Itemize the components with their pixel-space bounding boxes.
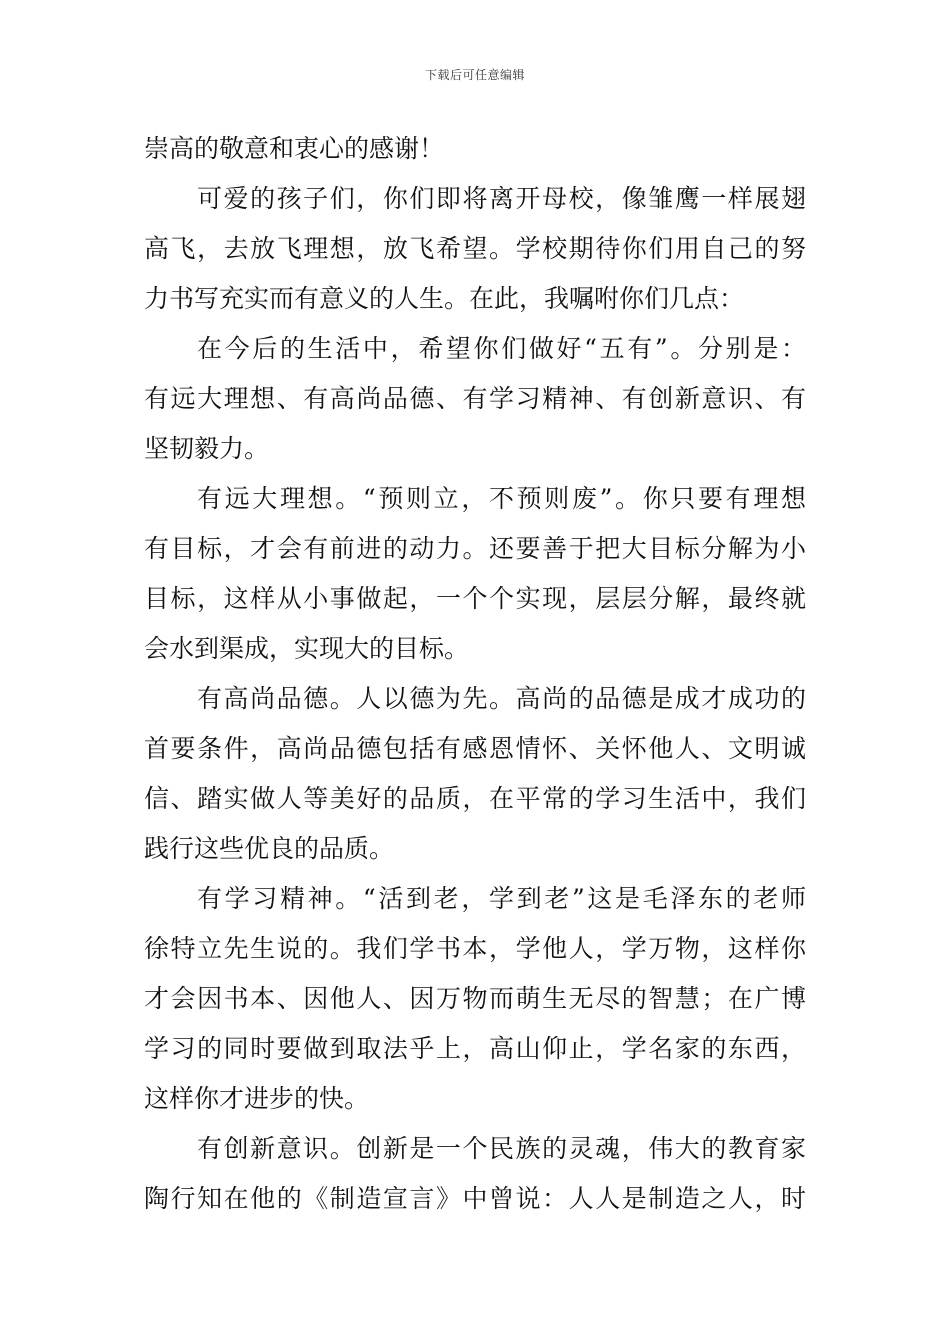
text-line: 有学习精神。“活到老，学到老”这是毛泽东的老师 <box>197 884 806 913</box>
text-line: 坚韧毅力。 <box>144 434 270 463</box>
text-line: 有目标，才会有前进的动力。还要善于把大目标分解为小 <box>144 534 806 563</box>
document-body <box>144 124 806 1224</box>
text-line: 践行这些优良的品质。 <box>144 834 395 863</box>
text-line: 高飞，去放飞理想，放飞希望。学校期待你们用自己的努 <box>144 234 806 263</box>
text-line: 学习的同时要做到取法乎上，高山仰止，学名家的东西， <box>144 1034 806 1063</box>
text-line: 崇高的敬意和衷心的感谢！ <box>144 134 445 163</box>
text-line: 力书写充实而有意义的人生。在此，我嘱咐你们几点： <box>144 284 745 313</box>
text-line: 有远大理想、有高尚品德、有学习精神、有创新意识、有 <box>144 384 806 413</box>
text-line: 这样你才进步的快。 <box>144 1084 370 1113</box>
text-line: 徐特立先生说的。我们学书本，学他人，学万物，这样你 <box>144 934 806 963</box>
text-line: 信、踏实做人等美好的品质，在平常的学习生活中，我们 <box>144 784 806 813</box>
text-line: 首要条件，高尚品德包括有感恩情怀、关怀他人、文明诚 <box>144 734 806 763</box>
text-line: 有高尚品德。人以德为先。高尚的品德是成才成功的 <box>197 684 806 713</box>
text-line: 陶行知在他的《制造宣言》中曾说：人人是制造之人，时 <box>144 1184 806 1213</box>
text-line: 有远大理想。“预则立，不预则废”。你只要有理想 <box>197 484 806 513</box>
text-line: 目标，这样从小事做起，一个个实现，层层分解，最终就 <box>144 584 806 613</box>
text-line: 可爱的孩子们，你们即将离开母校，像雏鹰一样展翅 <box>197 184 806 213</box>
text-line: 才会因书本、因他人、因万物而萌生无尽的智慧；在广博 <box>144 984 806 1013</box>
page-header: 下载后可任意编辑 <box>424 68 525 82</box>
text-line: 在今后的生活中，希望你们做好“五有”。分别是： <box>197 334 806 363</box>
text-line: 会水到渠成，实现大的目标。 <box>144 634 470 663</box>
text-line: 有创新意识。创新是一个民族的灵魂，伟大的教育家 <box>197 1134 806 1163</box>
